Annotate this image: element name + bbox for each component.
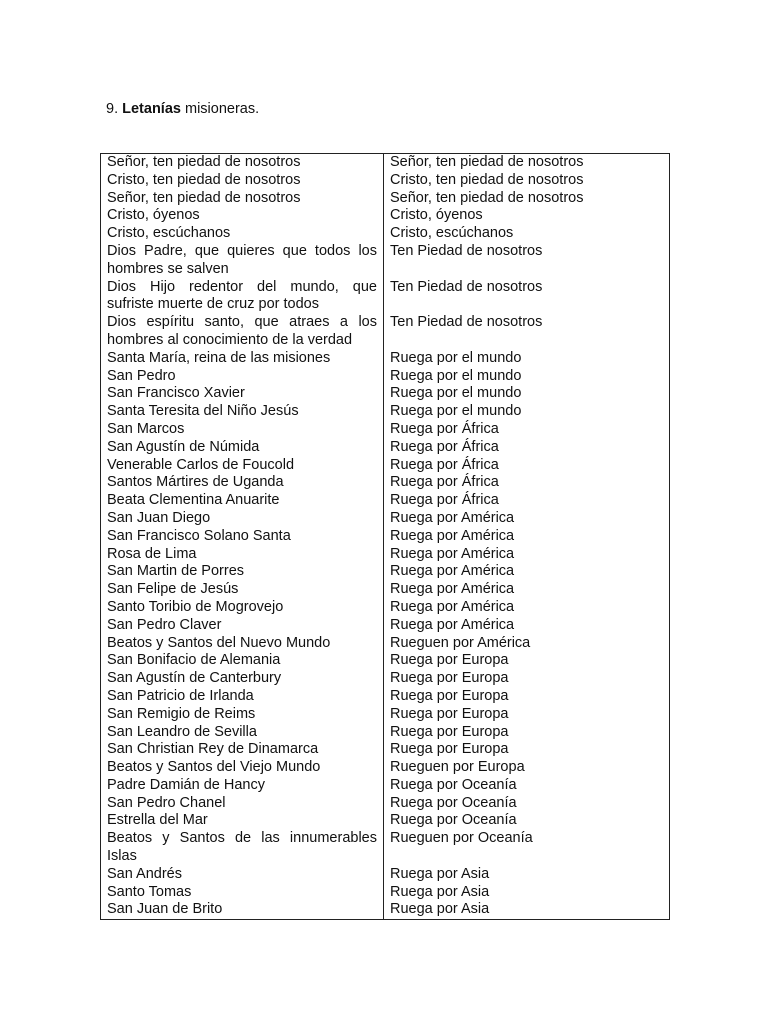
invocation-cell: San Francisco Solano Santa: [101, 528, 384, 546]
table-row: [101, 172, 670, 190]
table-row: [101, 207, 670, 225]
response-cell: Ruega por Europa: [384, 724, 670, 742]
response-cell: Ruega por América: [384, 563, 670, 581]
response-cell: Ruega por África: [384, 421, 670, 439]
table-row: [101, 368, 670, 386]
table-row: [101, 243, 670, 279]
response-cell: Ruega por África: [384, 492, 670, 510]
table-row: [101, 581, 670, 599]
response-cell: Ruega por Oceanía: [384, 795, 670, 813]
response-cell: Ruega por el mundo: [384, 368, 670, 386]
table-row: [101, 314, 670, 350]
invocation-cell: Señor, ten piedad de nosotros: [101, 190, 384, 208]
response-cell: Ruega por América: [384, 546, 670, 564]
table-row: [101, 190, 670, 208]
table-row: [101, 795, 670, 813]
invocation-cell: Santo Toribio de Mogrovejo: [101, 599, 384, 617]
invocation-cell: Señor, ten piedad de nosotros: [101, 154, 384, 172]
invocation-cell: Cristo, ten piedad de nosotros: [101, 172, 384, 190]
invocation-cell: San Remigio de Reims: [101, 706, 384, 724]
invocation-cell: San Juan de Brito: [101, 901, 384, 919]
invocation-cell: San Marcos: [101, 421, 384, 439]
table-row: [101, 759, 670, 777]
table-row: [101, 457, 670, 475]
section-title-rest: misioneras.: [185, 101, 260, 117]
response-cell: Ruega por Europa: [384, 706, 670, 724]
invocation-cell: Dios Hijo redentor del mundo, que sufriste muerte de cruz por todos: [101, 279, 384, 315]
response-cell: Ruega por América: [384, 528, 670, 546]
invocation-cell: San Pedro Claver: [101, 617, 384, 635]
table-row: [101, 652, 670, 670]
response-cell: Cristo, ten piedad de nosotros: [384, 172, 670, 190]
table-row: [101, 866, 670, 884]
table-row: [101, 635, 670, 653]
section-title-bold: Letanías: [122, 101, 181, 117]
invocation-cell: San Felipe de Jesús: [101, 581, 384, 599]
table-row: [101, 812, 670, 830]
response-cell: Ruega por África: [384, 457, 670, 475]
invocation-cell: San Patricio de Irlanda: [101, 688, 384, 706]
response-cell: Ruega por el mundo: [384, 350, 670, 368]
table-row: [101, 528, 670, 546]
response-cell: Señor, ten piedad de nosotros: [384, 190, 670, 208]
response-cell: Ten Piedad de nosotros: [384, 243, 670, 279]
response-cell: Ruega por Asia: [384, 884, 670, 902]
response-cell: Ruega por América: [384, 617, 670, 635]
response-cell: Ruega por Europa: [384, 670, 670, 688]
invocation-cell: San Agustín de Canterbury: [101, 670, 384, 688]
litany-table-body: [101, 154, 670, 920]
response-cell: Ten Piedad de nosotros: [384, 314, 670, 350]
response-cell: Rueguen por Europa: [384, 759, 670, 777]
response-cell: Ruega por el mundo: [384, 403, 670, 421]
litany-table: [100, 153, 670, 920]
response-cell: Ruega por Oceanía: [384, 777, 670, 795]
table-row: [101, 279, 670, 315]
invocation-cell: Cristo, escúchanos: [101, 225, 384, 243]
response-cell: Ten Piedad de nosotros: [384, 279, 670, 315]
invocation-cell: Venerable Carlos de Foucold: [101, 457, 384, 475]
invocation-cell: Beatos y Santos del Nuevo Mundo: [101, 635, 384, 653]
invocation-cell: Beata Clementina Anuarite: [101, 492, 384, 510]
table-row: [101, 599, 670, 617]
response-cell: Ruega por América: [384, 581, 670, 599]
response-cell: Ruega por Oceanía: [384, 812, 670, 830]
response-cell: Rueguen por Oceanía: [384, 830, 670, 866]
response-cell: Ruega por América: [384, 599, 670, 617]
response-cell: Ruega por el mundo: [384, 385, 670, 403]
table-row: [101, 154, 670, 172]
response-cell: Ruega por América: [384, 510, 670, 528]
invocation-cell: San Christian Rey de Dinamarca: [101, 741, 384, 759]
table-row: [101, 350, 670, 368]
invocation-cell: San Agustín de Númida: [101, 439, 384, 457]
response-cell: Ruega por África: [384, 439, 670, 457]
response-cell: Cristo, escúchanos: [384, 225, 670, 243]
table-row: [101, 225, 670, 243]
table-row: [101, 492, 670, 510]
table-row: [101, 403, 670, 421]
table-row: [101, 688, 670, 706]
invocation-cell: Beatos y Santos del Viejo Mundo: [101, 759, 384, 777]
invocation-cell: Cristo, óyenos: [101, 207, 384, 225]
table-row: [101, 901, 670, 919]
table-row: [101, 706, 670, 724]
response-cell: Ruega por Asia: [384, 901, 670, 919]
invocation-cell: Santos Mártires de Uganda: [101, 474, 384, 492]
invocation-cell: Estrella del Mar: [101, 812, 384, 830]
table-row: [101, 777, 670, 795]
invocation-cell: Beatos y Santos de las innumerables Islas: [101, 830, 384, 866]
response-cell: Ruega por Asia: [384, 866, 670, 884]
table-row: [101, 474, 670, 492]
response-cell: Ruega por Europa: [384, 652, 670, 670]
invocation-cell: Rosa de Lima: [101, 546, 384, 564]
response-cell: Ruega por Europa: [384, 688, 670, 706]
invocation-cell: San Francisco Xavier: [101, 385, 384, 403]
table-row: [101, 741, 670, 759]
table-row: [101, 546, 670, 564]
section-heading: [106, 99, 259, 119]
invocation-cell: Santa Teresita del Niño Jesús: [101, 403, 384, 421]
table-row: [101, 421, 670, 439]
invocation-cell: San Juan Diego: [101, 510, 384, 528]
table-row: [101, 670, 670, 688]
response-cell: Señor, ten piedad de nosotros: [384, 154, 670, 172]
response-cell: Cristo, óyenos: [384, 207, 670, 225]
table-row: [101, 439, 670, 457]
invocation-cell: Dios espíritu santo, que atraes a los hombres al conocimiento de la verdad: [101, 314, 384, 350]
table-row: [101, 563, 670, 581]
invocation-cell: Santo Tomas: [101, 884, 384, 902]
invocation-cell: San Pedro Chanel: [101, 795, 384, 813]
section-number: 9.: [106, 101, 119, 117]
invocation-cell: San Andrés: [101, 866, 384, 884]
invocation-cell: San Bonifacio de Alemania: [101, 652, 384, 670]
table-row: [101, 385, 670, 403]
table-row: [101, 617, 670, 635]
invocation-cell: Santa María, reina de las misiones: [101, 350, 384, 368]
table-row: [101, 884, 670, 902]
invocation-cell: San Pedro: [101, 368, 384, 386]
response-cell: Rueguen por América: [384, 635, 670, 653]
table-row: [101, 510, 670, 528]
invocation-cell: San Leandro de Sevilla: [101, 724, 384, 742]
invocation-cell: Padre Damián de Hancy: [101, 777, 384, 795]
response-cell: Ruega por África: [384, 474, 670, 492]
table-row: [101, 830, 670, 866]
invocation-cell: Dios Padre, que quieres que todos los hombres se salven: [101, 243, 384, 279]
table-row: [101, 724, 670, 742]
response-cell: Ruega por Europa: [384, 741, 670, 759]
invocation-cell: San Martin de Porres: [101, 563, 384, 581]
